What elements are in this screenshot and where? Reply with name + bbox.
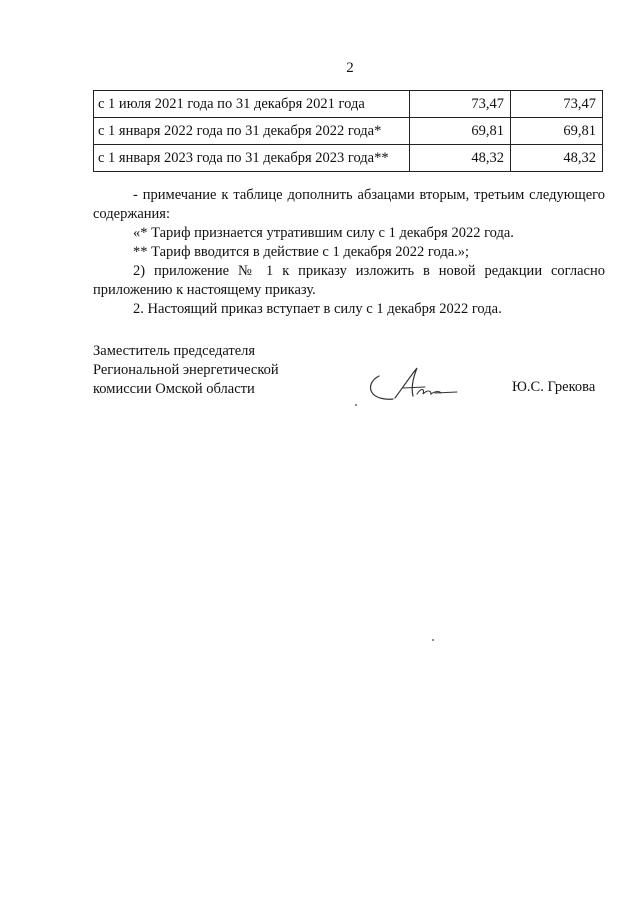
- page-number: 2: [346, 60, 354, 76]
- position-line: комиссии Омской области: [93, 381, 255, 397]
- period-cell: с 1 января 2022 года по 31 декабря 2022 года*: [94, 118, 410, 145]
- tariff-table: [93, 90, 603, 172]
- scan-speck: [432, 639, 434, 641]
- table-row: [94, 91, 603, 118]
- value-cell: 69,81: [511, 118, 603, 145]
- paragraph-footnote-2: ** Тариф вводится в действие с 1 декабря 2022 года.»;: [133, 244, 470, 260]
- handwritten-signature: [365, 360, 465, 408]
- value-cell: 48,32: [410, 145, 511, 172]
- scan-speck: [355, 404, 357, 406]
- position-line: Заместитель председателя: [93, 343, 256, 359]
- value-cell: 73,47: [410, 91, 511, 118]
- paragraph-appendix: 2) приложение № 1 к приказу изложить в новой редакции согласно приложению к настоящему приказу.: [93, 263, 605, 298]
- value-cell: 73,47: [511, 91, 603, 118]
- signer-name: Ю.С. Грекова: [512, 379, 596, 395]
- table-row: [94, 118, 603, 145]
- table-row: [94, 145, 603, 172]
- paragraph-note: - примечание к таблице дополнить абзацами вторым, третьим следующего содержания:: [93, 187, 605, 222]
- value-cell: 69,81: [410, 118, 511, 145]
- paragraph-effective-date: 2. Настоящий приказ вступает в силу с 1 декабря 2022 года.: [133, 301, 502, 317]
- paragraph-footnote-1: «* Тариф признается утратившим силу с 1 декабря 2022 года.: [133, 225, 514, 241]
- period-cell: с 1 января 2023 года по 31 декабря 2023 года**: [94, 145, 410, 172]
- signatory-position: [93, 342, 279, 399]
- period-cell: с 1 июля 2021 года по 31 декабря 2021 года: [94, 91, 410, 118]
- position-line: Региональной энергетической: [93, 362, 279, 378]
- body-text: [93, 186, 605, 319]
- value-cell: 48,32: [511, 145, 603, 172]
